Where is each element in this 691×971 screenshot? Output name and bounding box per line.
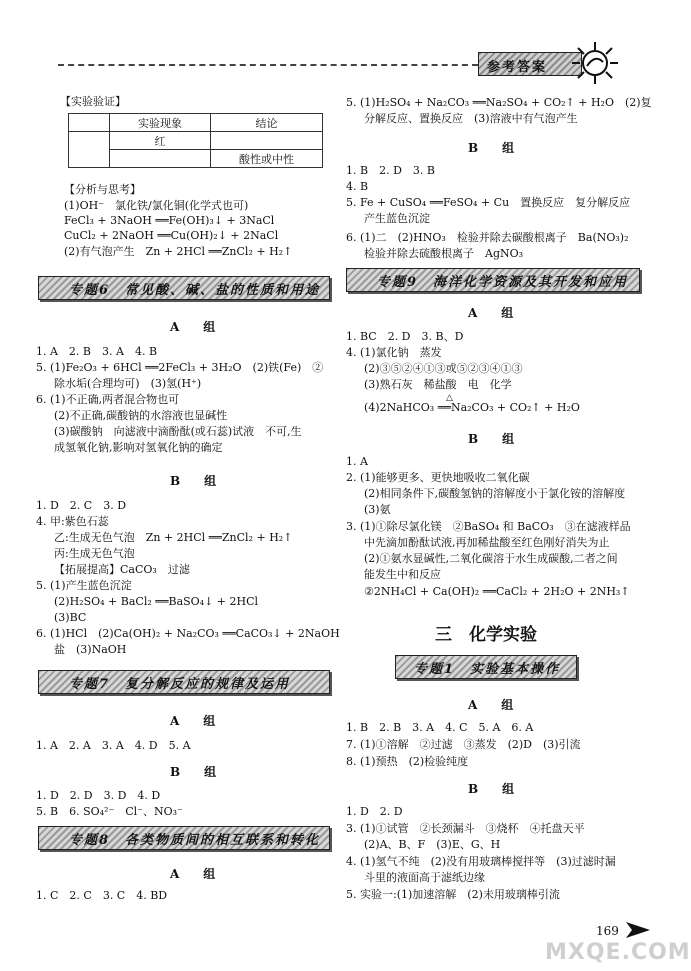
answer-line: 6. (1)不正确,两者混合物也可 (36, 393, 180, 406)
answer-line: 检验并除去硫酸根离子 AgNO₃ (364, 247, 524, 260)
answer-line: 5. (1)产生蓝色沉淀 (36, 579, 132, 592)
header-title-box (478, 52, 582, 76)
answer-line: 5. B 6. SO₄²⁻ Cl⁻、NO₃⁻ (36, 805, 183, 818)
answer-line: 4. (1)氯化钠 蒸发 (346, 346, 442, 359)
answer-line: 4. B (346, 180, 369, 193)
table-cell (69, 132, 110, 168)
page-number: 169 (596, 924, 619, 938)
group-label: B 组 (170, 765, 223, 779)
table-cell (211, 132, 323, 150)
answer-line: (3)碳酸钠 向滤液中滴酚酞(或石蕊)试液 不可,生 (54, 425, 302, 438)
answer-line: (3)氨 (364, 503, 391, 516)
group-label: B 组 (468, 782, 521, 796)
group-label: A 组 (170, 867, 222, 881)
answer-line: 5. (1)H₂SO₄ + Na₂CO₃ ══Na₂SO₄ + CO₂↑ + H₂O (2)复 (346, 96, 652, 109)
answer-line: 盐 (3)NaOH (54, 643, 127, 656)
group-label: A 组 (468, 698, 520, 712)
section-title: 三 化学实验 (435, 625, 537, 645)
answer-line: (3)BC (54, 611, 87, 624)
table-header: 实验现象 (110, 114, 211, 132)
answer-line: 1. A (346, 455, 368, 468)
answer-line: 6. (1)HCl (2)Ca(OH)₂ + Na₂CO₃ ══CaCO₃↓ + 2NaOH (36, 627, 340, 640)
group-label: A 组 (170, 320, 222, 334)
table-cell (110, 150, 211, 168)
topic-title: 专题7 复分解反应的规律及运用 (69, 677, 291, 692)
answer-line: (3)熟石灰 稀盐酸 电 化学 (364, 378, 512, 391)
answer-line: 乙:生成无色气泡 Zn + 2HCl ══ZnCl₂ + H₂↑ (54, 531, 293, 544)
group-label: A 组 (468, 306, 520, 320)
topic-banner (395, 655, 577, 679)
answer-line: 7. (1)①溶解 ②过滤 ③蒸发 (2)D (3)引流 (346, 738, 581, 751)
table-cell: 酸性或中性 (211, 150, 323, 168)
answer-line: 分解反应、置换反应 (3)溶液中有气泡产生 (364, 112, 578, 125)
header-title: 参考答案 (487, 60, 548, 75)
answer-line: (2)①氨水显碱性,二氧化碳溶于水生成碳酸,二者之间 (364, 552, 618, 565)
group-label: A 组 (170, 714, 222, 728)
group-label: B 组 (468, 432, 521, 446)
answer-line: 产生蓝色沉淀 (364, 212, 430, 225)
table-cell (69, 114, 110, 132)
answer-line: 1. D 2. D (346, 805, 403, 818)
topic-banner (38, 670, 330, 694)
table-header: 结论 (211, 114, 323, 132)
answer-line: (2)A、B、F (3)E、G、H (364, 838, 501, 851)
watermark: MXQE.COM (545, 940, 691, 965)
answer-line: (2)相同条件下,碳酸氢钠的溶解度小于氯化铵的溶解度 (364, 487, 626, 500)
answer-line: 3. (1)①试管 ②长颈漏斗 ③烧杯 ④托盘天平 (346, 822, 585, 835)
answer-line: 3. (1)①除尽氯化镁 ②BaSO₄ 和 BaCO₃ ③在滤液样品 (346, 520, 631, 533)
answer-line: 斗里的液面高于滤纸边缘 (364, 871, 485, 884)
answer-line: (4)2NaHCO₃ ══Na₂CO₃ + CO₂↑ + H₂O (364, 401, 580, 414)
answer-line: 5. Fe + CuSO₄ ══FeSO₄ + Cu 置换反应 复分解反应 (346, 196, 631, 209)
answer-line: 6. (1)二 (2)HNO₃ 检验并除去碳酸根离子 Ba(NO₃)₂ (346, 231, 629, 244)
answer-line: 1. B 2. D 3. B (346, 164, 435, 177)
answer-line: (2)有气泡产生 Zn + 2HCl ══ZnCl₂ + H₂↑ (64, 245, 293, 258)
answer-line: 能发生中和反应 (364, 568, 441, 581)
answer-line: 1. A 2. A 3. A 4. D 5. A (36, 739, 191, 752)
topic-title: 专题6 常见酸、碱、盐的性质和用途 (69, 283, 321, 298)
group-label: B 组 (468, 141, 521, 155)
answer-line: 5. (1)Fe₂O₃ + 6HCl ══2FeCl₃ + 3H₂O (2)铁(Fe) ② (36, 361, 324, 374)
answer-line: 1. D 2. D 3. D 4. D (36, 789, 161, 802)
topic-banner (38, 826, 330, 850)
answer-line: (2)③⑤②④①③或⑤②③④①③ (364, 362, 523, 375)
answer-line: 8. (1)预热 (2)检验纯度 (346, 755, 469, 768)
answer-line: 5. 实验一:(1)加速溶解 (2)未用玻璃棒引流 (346, 888, 560, 901)
topic-title: 专题1 实验基本操作 (414, 662, 561, 677)
answer-line: 丙:生成无色气泡 (54, 547, 135, 560)
experiment-heading: 【实验验证】 (60, 95, 126, 108)
topic-banner (38, 276, 330, 300)
answer-line: 1. C 2. C 3. C 4. BD (36, 889, 168, 902)
experiment-table (68, 113, 323, 168)
answer-line: CuCl₂ + 2NaOH ══Cu(OH)₂↓ + 2NaCl (64, 229, 279, 242)
answer-line: 2. (1)能够更多、更快地吸收二氧化碳 (346, 471, 530, 484)
analysis-heading: 【分析与思考】 (64, 183, 141, 196)
answer-line: 【拓展提高】CaCO₃ 过滤 (54, 563, 190, 576)
answer-line: (2)H₂SO₄ + BaCl₂ ══BaSO₄↓ + 2HCl (54, 595, 259, 608)
delta-mark: △ (446, 393, 453, 403)
answer-line: 4. (1)氢气不纯 (2)没有用玻璃棒搅拌等 (3)过滤时漏 (346, 855, 616, 868)
answer-line: FeCl₃ + 3NaOH ══Fe(OH)₃↓ + 3NaCl (64, 214, 275, 227)
header-dashed-rule (58, 64, 478, 66)
answer-line: 1. D 2. C 3. D (36, 499, 127, 512)
topic-title: 专题8 各类物质间的相互联系和转化 (69, 833, 321, 848)
topic-title: 专题9 海洋化学资源及其开发和应用 (377, 275, 629, 290)
answer-line: 中先滴加酚酞试液,再加稀盐酸至红色刚好消失为止 (364, 536, 610, 549)
answer-line: 1. B 2. B 3. A 4. C 5. A 6. A (346, 721, 534, 734)
answer-line: 除水垢(合理均可) (3)氢(H⁺) (54, 377, 202, 390)
topic-banner (346, 268, 640, 292)
answer-line: 1. A 2. B 3. A 4. B (36, 345, 158, 358)
sun-logo-icon (570, 40, 620, 86)
answer-line: (1)OH⁻ 氯化铁/氯化铜(化学式也可) (64, 199, 249, 212)
answer-line: ②2NH₄Cl + Ca(OH)₂ ══CaCl₂ + 2H₂O + 2NH₃↑ (364, 585, 630, 598)
answer-line: 4. 甲:紫色石蕊 (36, 515, 109, 528)
answer-line: 成氢氧化钠,影响对氢氧化钠的确定 (54, 441, 223, 454)
answer-line: (2)不正确,碳酸钠的水溶液也显碱性 (54, 409, 228, 422)
group-label: B 组 (170, 474, 223, 488)
table-cell: 红 (110, 132, 211, 150)
arrow-icon (624, 918, 652, 942)
answer-line: 1. BC 2. D 3. B、D (346, 330, 464, 343)
